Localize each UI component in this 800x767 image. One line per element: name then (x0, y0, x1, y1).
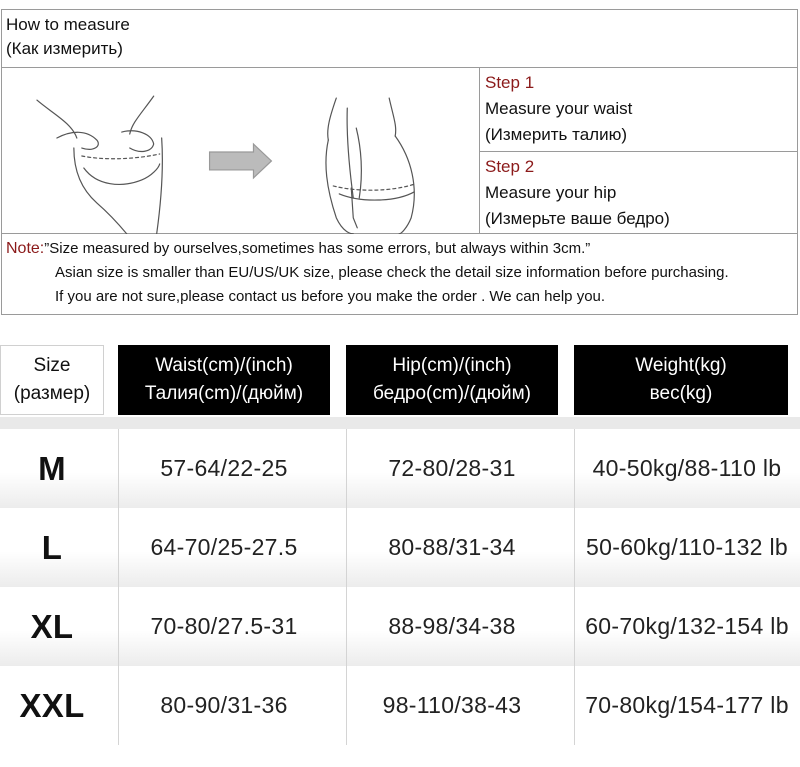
header-size-en: Size (33, 355, 71, 376)
step-1 (480, 68, 797, 151)
size-cell: M (38, 449, 66, 487)
step-2-title: Step 2 (485, 157, 535, 176)
size-cell: XXL (19, 686, 85, 724)
note-label: Note: (6, 240, 45, 257)
size-cell: XL (30, 607, 74, 645)
table-row (0, 666, 800, 745)
column-divider (346, 429, 347, 745)
hip-cell: 88-98/34-38 (388, 613, 516, 639)
waist-cell: 57-64/22-25 (160, 455, 288, 481)
weight-cell: 70-80kg/154-177 lb (585, 692, 789, 718)
step-2-line1: Measure your hip (485, 183, 617, 202)
note-line-2: Asian size is smaller than EU/US/UK size, please check the detail size information before purchasing. (55, 264, 729, 281)
step-2 (480, 151, 797, 234)
waist-cell: 64-70/25-27.5 (150, 534, 298, 560)
header-separator (0, 417, 800, 429)
header-hip-ru: бедро(cm)/(дюйм) (373, 383, 531, 404)
size-table (0, 345, 800, 745)
weight-cell: 50-60kg/110-132 lb (586, 534, 788, 560)
guide-title-ru: (Как измерить) (6, 39, 123, 58)
header-waist-en: Waist(cm)/(inch) (155, 355, 293, 376)
step-1-title: Step 1 (485, 73, 535, 92)
header-hip (346, 345, 558, 415)
measurement-illustration (2, 68, 480, 234)
note-line-1 (6, 237, 793, 261)
waist-cell: 70-80/27.5-31 (150, 613, 298, 639)
hip-cell: 72-80/28-31 (388, 455, 516, 481)
weight-cell: 40-50kg/88-110 lb (592, 455, 782, 481)
step-2-line2: (Измерьте ваше бедро) (485, 209, 670, 228)
table-row (0, 587, 800, 666)
waist-cell: 80-90/31-36 (160, 692, 288, 718)
weight-cell: 60-70kg/132-154 lb (585, 613, 789, 639)
hip-cell: 98-110/38-43 (382, 692, 522, 718)
size-cell: L (41, 528, 63, 566)
guide-illustration-row (2, 68, 797, 234)
header-weight (574, 345, 788, 415)
note-line-3: If you are not sure,please contact us before you make the order . We can help you. (55, 288, 606, 305)
header-weight-ru: вес(kg) (649, 383, 713, 404)
header-hip-en: Hip(cm)/(inch) (392, 355, 512, 376)
guide-title-en: How to measure (6, 15, 130, 34)
steps-panel (480, 68, 797, 234)
table-row (0, 508, 800, 587)
header-waist (118, 345, 330, 415)
guide-header (2, 10, 797, 68)
column-divider (574, 429, 575, 745)
header-weight-en: Weight(kg) (635, 355, 727, 376)
header-size-ru: (размер) (13, 383, 91, 404)
column-divider (118, 429, 119, 745)
guide-note (2, 234, 797, 312)
step-1-line1: Measure your waist (485, 99, 633, 118)
header-size (0, 345, 104, 415)
table-row (0, 429, 800, 508)
header-waist-ru: Талия(cm)/(дюйм) (144, 383, 304, 404)
measuring-guide (1, 9, 798, 315)
body-sketch-icon (2, 68, 479, 234)
hip-cell: 80-88/31-34 (388, 534, 516, 560)
note-text-1: ”Size measured by ourselves,sometimes has some errors, but always within 3cm.” (44, 240, 591, 257)
step-1-line2: (Измерить талию) (485, 125, 628, 144)
